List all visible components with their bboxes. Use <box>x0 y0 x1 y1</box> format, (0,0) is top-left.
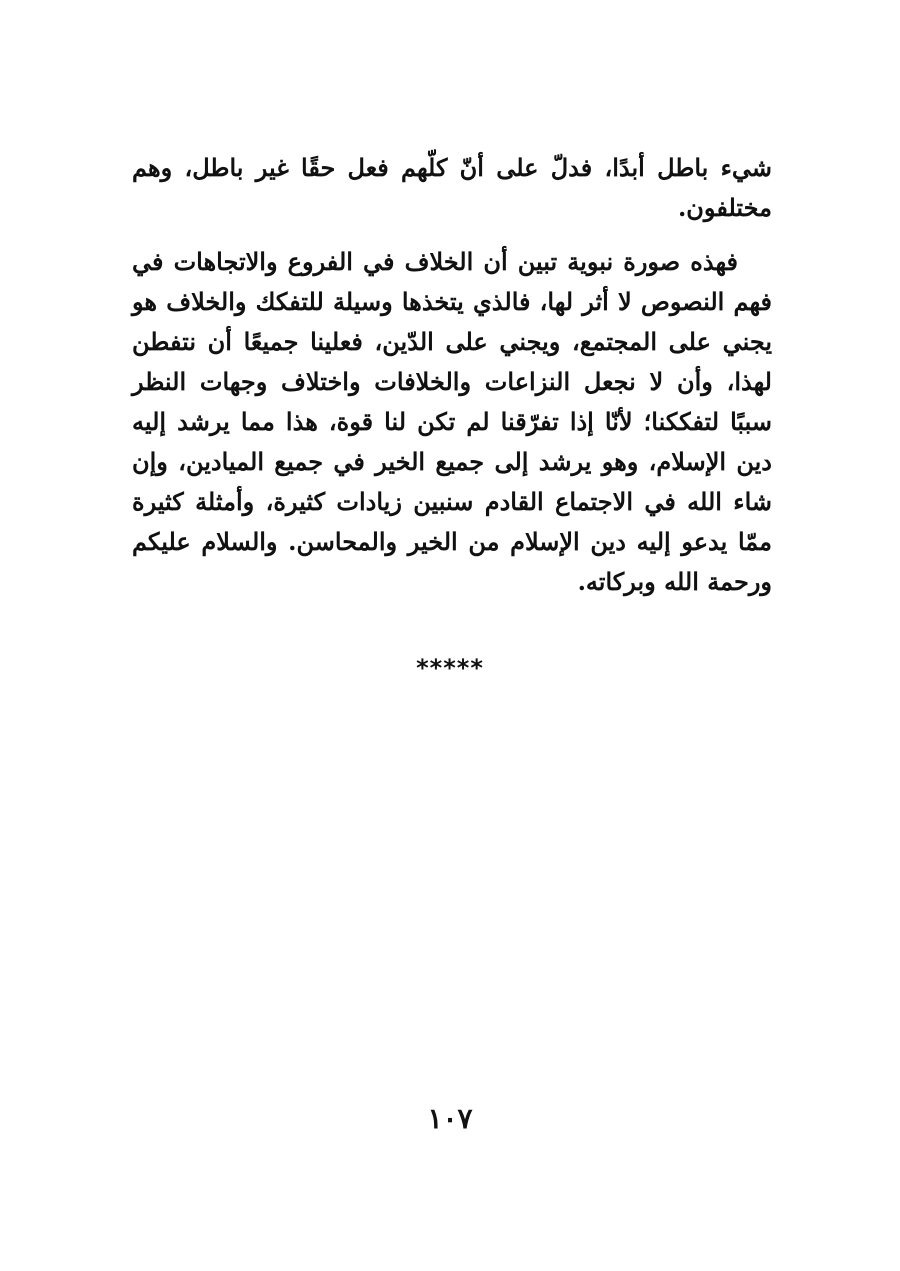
section-separator: ***** <box>416 654 484 682</box>
page-number: ١٠٧ <box>427 1102 473 1135</box>
paragraph-main: فهذه صورة نبوية تبين أن الخلاف في الفروع والاتجاهات في فهم النصوص لا أثر لها، فالذي يتخذها وسيلة للتفكك والخلاف هو يجني على المجتمع، ويجني على الدّين، فعلينا جميعًا أن نتفطن لهذا، وأن لا نجعل النزاعات والخلافات واختلاف وجهات النظر سببًا لتفككنا؛ لأنّا إذا تفرّقنا لم تكن لنا قوة، هذا مما يرشد إليه دين الإسلام، وهو يرشد إلى جميع الخير في جميع الميادين، وإن شاء الله في الاجتماع القادم سنبين زيادات كثيرة، وأمثلة كثيرة ممّا يدعو إليه دين الإسلام من الخير والمحاسن. والسلام عليكم ورحمة الله وبركاته. <box>132 247 772 596</box>
body-text <box>132 148 772 602</box>
paragraph-continuation: شيء باطل أبدًا، فدلّ على أنّ كلّهم فعل حقًا غير باطل، وهم مختلفون. <box>132 153 772 222</box>
